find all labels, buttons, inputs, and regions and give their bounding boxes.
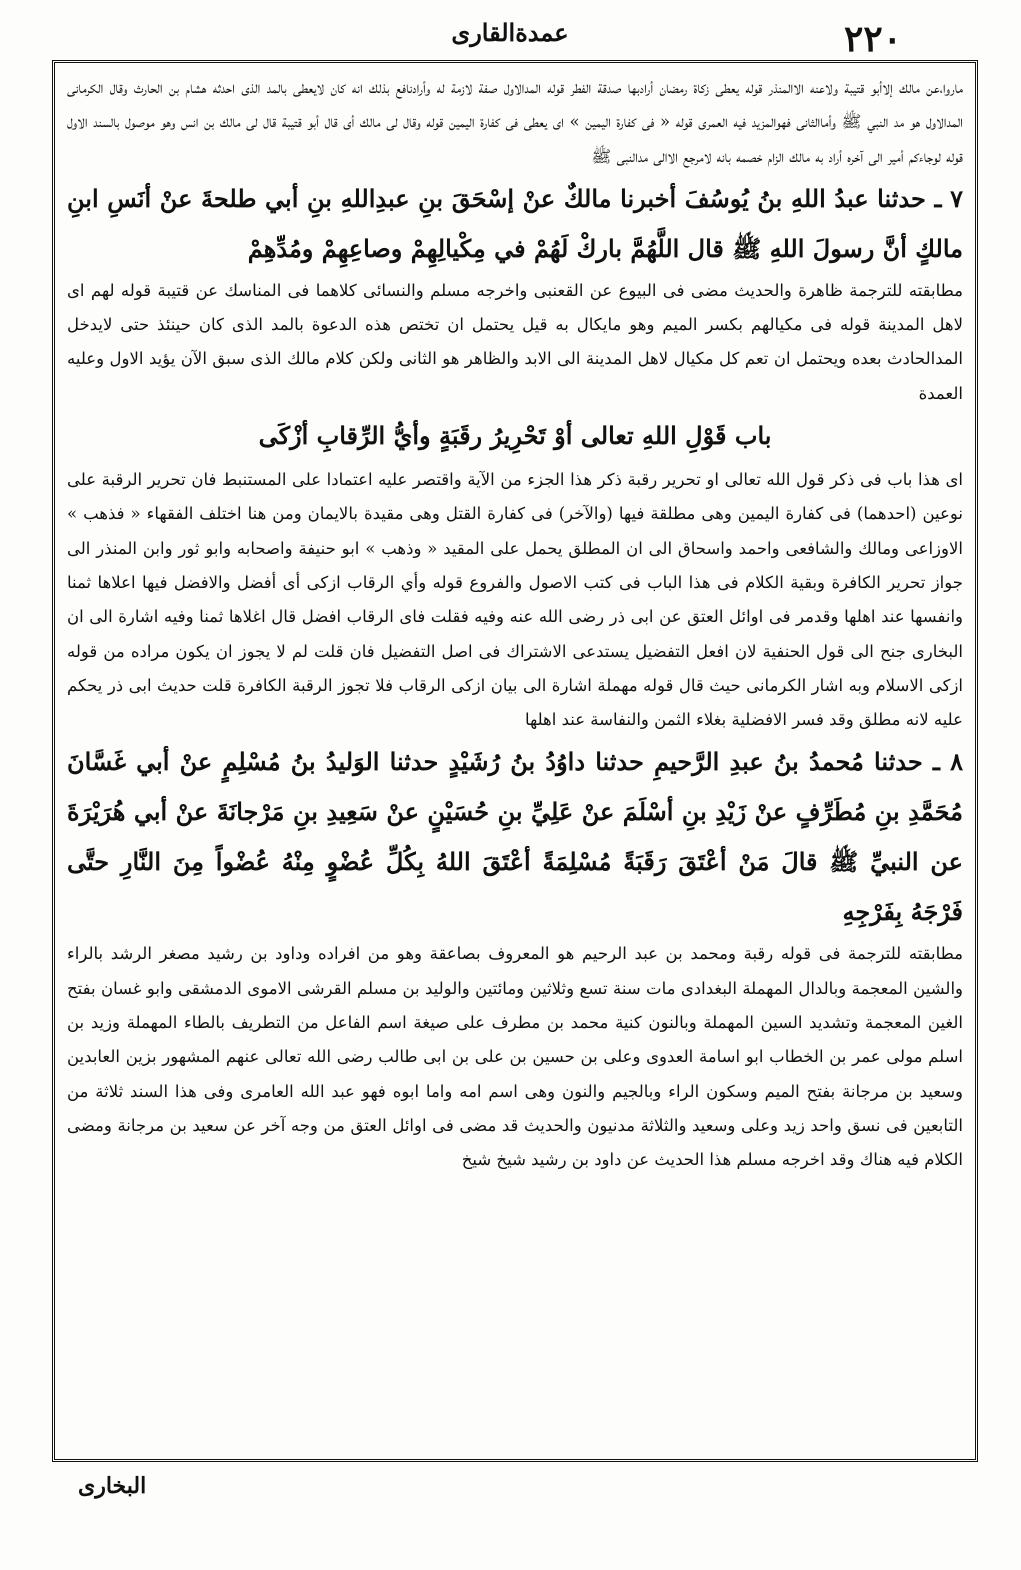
commentary-paragraph-3: اى هذا باب فى ذكر قول الله تعالى او تحرير رقبة ذكر هذا الجزء من الآية واقتصر عليه اعتمادا على المستنبط فان تحرير الرقبة على نوعين (احدهما) فى كفارة اليمين وهى مطلقة فيها (والآخر) فى كفارة القتل وهى مقيدة بالايمان ومن هنا اختلف الفقهاء « فذهب » الاوزاعى ومالك والشافعى واحمد واسحاق الى ان المطلق يحمل على المقيد « وذهب » ابو حنيفة واصحابه وابو ثور وابن المنذر الى جواز تحرير الكافرة وبقية الكلام فى هذا الباب فى كتب الاصول والفروع قوله وأي الرقاب ازكى أى أفضل والافضل فيها اعلاها ثمنا وانفسها عند اهلها وقدمر فى اوائل العتق عن ابى ذر رضى الله عنه وفيه فقلت فاى الرقاب افضل قال اغلاها ثمنا وفيه اشارة الى ان البخارى جنح الى قول الحنفية لان افعل التفضيل يستدعى الاشتراك فى اصل التفضيل فان قلت لم لا يجوز ان يكون مراده من قوله ازكى الاسلام وبه اشار الكرمانى حيث قال قوله مهملة اشارة الى بيان ازكى الرقاب فلا تجوز الرقبة الكافرة قلت حديث ابى ذر يحكم عليه لانه مطلق وقد فسر الافضلية بغلاء الثمن والنفاسة عند اهلها: [67, 470, 963, 730]
hadith-8: ٨ ـ حدثنا مُحمدُ بنُ عبدِ الرَّحيمِ حدثنا داوُدُ بنُ رُشَيْدٍ حدثنا الوَليدُ بنُ مُسْلِمٍ عنْ أبي غَسَّانَ مُحَمَّدِ بنِ مُطَرِّفٍ عنْ زَيْدِ بنِ أسْلَمَ عنْ عَلِيِّ بنِ حُسَيْنٍ عنْ سَعِيدِ بنِ مَرْجانَةَ عنْ أبي هُرَيْرَةَ عن النبيِّ ﷺ قالَ مَنْ أعْتَقَ رَقَبَةً مُسْلِمَةً أعْتَقَ اللهُ بِكُلِّ عُضْوٍ مِنْهُ عُضْواً مِنَ النَّارِ حتَّى فَرْجَهُ بِفَرْجِهِ: [67, 747, 963, 927]
running-title: عمدةالقارى: [451, 18, 569, 47]
text-frame: [52, 60, 978, 1462]
page-number: ٢٢٠: [843, 18, 902, 60]
commentary-paragraph-1: ماروا،عن مالك إلاأبو قتيبة ولاعنه الاالمنذر قوله يعطى زكاة رمضان أرادبها صدقة الفطر قوله المدالاول صفة لازمة له وأرادنافع بذلك انه كان لايعطى بالمد الذى احدثه هشام بن الحارث وقال الكرمانى المدالاول هو مد النبي ﷺ وأماالثانى فهوالمزيد فيه العمرى قوله « فى كفارة اليمين » اى يعطى فى كفارة اليمين قوله وقال لى مالك أى قال أبو قتيبة قال لى مالك بن انس وهو موصول بالسند الاول قوله لوجاءكم أمير الى آخره أراد به مالك الزام خصمه بانه لامرجع الاالى مدالنبى ﷺ: [67, 78, 963, 166]
page-content: [67, 71, 963, 1453]
commentary-paragraph-4: مطابقته للترجمة فى قوله رقبة ومحمد بن عبد الرحيم هو المعروف بصاعقة وهو من افراده وداود بن رشيد مصغر الرشد بالراء والشين المعجمة وبالدال المهملة البغدادى مات سنة تسع وثلاثين ومائتين والوليد بن مسلم القرشى الاموى الدمشقى وابو غسان بفتح الغين المعجمة وتشديد السين المهملة وبالنون كنية محمد بن مطرف على صيغة اسم الفاعل من التطريف بالطاء المهملة وزيد بن اسلم مولى عمر بن الخطاب ابو اسامة العدوى وعلى بن حسين بن على بن ابى طالب رضى الله تعالى عنهم المشهور بزين العابدين وسعيد بن مرجانة بفتح الميم وسكون الراء وبالجيم والنون وهى اسم امه واما ابوه فهو عبد الله العامرى وفى هذا السند ثلاثة من التابعين فى نسق واحد زيد وعلى وسعيد والثلاثة مدنيون والحديث قد مضى فى اوائل العتق من وجه آخر عن سعيد بن مرجانة ومضى الكلام فيه هناك وقد اخرجه مسلم هذا الحديث عن داود بن رشيد شيخ شيخ: [67, 944, 963, 1170]
chapter-heading: باب قَوْلِ اللهِ تعالى أوْ تَحْرِيرُ رقَبَةٍ وأيُّ الرِّقابِ أزْكَى: [258, 421, 772, 451]
catchword: البخارى: [78, 1473, 147, 1499]
commentary-paragraph-2: مطابقته للترجمة ظاهرة والحديث مضى فى البيوع عن القعنبى واخرجه مسلم والنسائى كلاهما فى المناسك عن قتيبة قوله لهم اى لاهل المدينة قوله فى مكيالهم بكسر الميم وهو مايكال به قيل يحتمل ان تختص هذه الدعوة بالمد الذى كان حينئذ حتى لايدخل المدالحادث بعده ويحتمل ان تعم كل مكيال لاهل المدينة الى الابد والظاهر هو الثانى ولكن كلام مالك الذى سبق الآن يؤيد الاول وعليه العمدة: [67, 280, 963, 403]
hadith-7: ٧ ـ حدثنا عبدُ اللهِ بنُ يُوسُفَ أخبرنا مالكٌ عنْ إسْحَقَ بنِ عبدِاللهِ بنِ أبي طلحةَ عنْ أنَسِ ابنِ مالكٍ أنَّ رسولَ اللهِ ﷺ قال اللَّهُمَّ باركْ لَهُمْ في مِكْيالِهِمْ وصاعِهِمْ ومُدِّهِمْ: [67, 183, 963, 263]
